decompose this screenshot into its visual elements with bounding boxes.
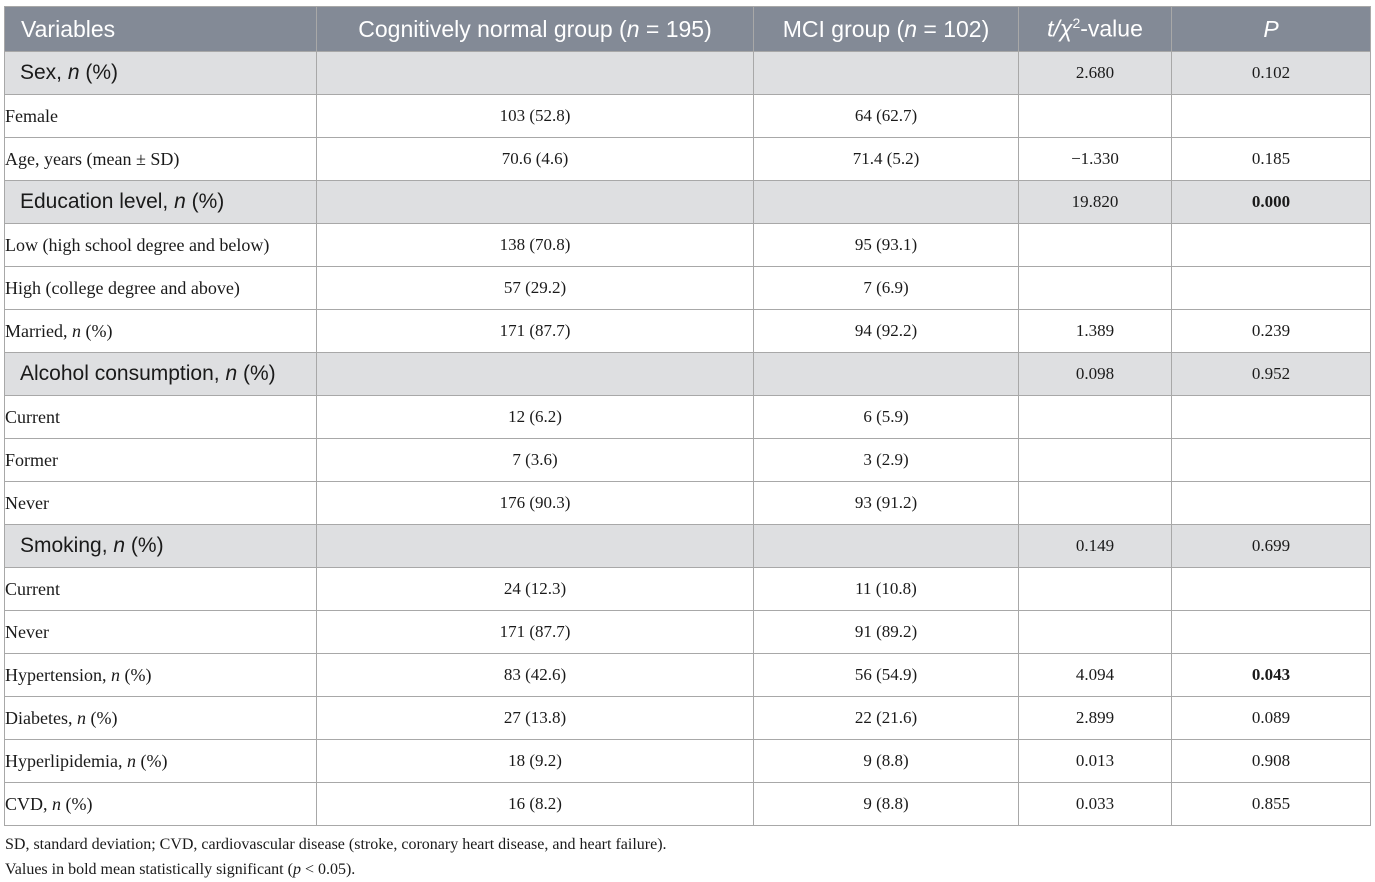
table-row (5, 740, 1371, 783)
cell-p-value: 0.699 (1172, 525, 1371, 568)
cell-statistic (1019, 439, 1172, 482)
cell-mci (754, 353, 1019, 396)
row-label: Education level, n (%) (5, 181, 317, 224)
row-label: Low (high school degree and below) (5, 224, 317, 267)
cell-cognitively-normal: 24 (12.3) (317, 568, 754, 611)
cell-p-value (1172, 267, 1371, 310)
cell-cognitively-normal: 57 (29.2) (317, 267, 754, 310)
footnote-abbreviations: SD, standard deviation; CVD, cardiovascular disease (stroke, coronary heart disease, and heart failure). (5, 836, 667, 853)
header-variables: Variables (5, 7, 317, 52)
cell-p-value (1172, 95, 1371, 138)
cell-mci: 91 (89.2) (754, 611, 1019, 654)
section-row (5, 353, 1371, 396)
cell-statistic: 0.149 (1019, 525, 1172, 568)
cell-statistic: 1.389 (1019, 310, 1172, 353)
cell-p-value: 0.952 (1172, 353, 1371, 396)
cell-statistic (1019, 224, 1172, 267)
cell-statistic: 2.899 (1019, 697, 1172, 740)
cell-p-value: 0.000 (1172, 181, 1371, 224)
cell-mci: 6 (5.9) (754, 396, 1019, 439)
cell-cognitively-normal: 138 (70.8) (317, 224, 754, 267)
row-label: Smoking, n (%) (5, 525, 317, 568)
table-row (5, 267, 1371, 310)
cell-statistic: 0.098 (1019, 353, 1172, 396)
cell-cognitively-normal: 171 (87.7) (317, 310, 754, 353)
table-row (5, 482, 1371, 525)
cell-p-value (1172, 396, 1371, 439)
cell-statistic: 4.094 (1019, 654, 1172, 697)
table-row (5, 138, 1371, 181)
characteristics-table (4, 6, 1371, 826)
table-row (5, 654, 1371, 697)
row-label: Sex, n (%) (5, 52, 317, 95)
row-label: CVD, n (%) (5, 783, 317, 826)
section-row (5, 52, 1371, 95)
row-label: Diabetes, n (%) (5, 697, 317, 740)
table-footnotes (4, 832, 1370, 882)
row-label: Hypertension, n (%) (5, 654, 317, 697)
cell-statistic (1019, 482, 1172, 525)
cell-p-value: 0.239 (1172, 310, 1371, 353)
cell-statistic (1019, 568, 1172, 611)
cell-p-value: 0.102 (1172, 52, 1371, 95)
cell-p-value: 0.185 (1172, 138, 1371, 181)
cell-p-value (1172, 568, 1371, 611)
table-row (5, 396, 1371, 439)
cell-cognitively-normal: 103 (52.8) (317, 95, 754, 138)
cell-mci: 56 (54.9) (754, 654, 1019, 697)
table-row (5, 783, 1371, 826)
cell-p-value: 0.043 (1172, 654, 1371, 697)
cell-mci: 95 (93.1) (754, 224, 1019, 267)
row-label: Female (5, 95, 317, 138)
cell-statistic: 0.013 (1019, 740, 1172, 783)
cell-mci: 11 (10.8) (754, 568, 1019, 611)
row-label: Former (5, 439, 317, 482)
header-cognitively-normal-group: Cognitively normal group (n = 195) (317, 7, 754, 52)
table-row (5, 310, 1371, 353)
table-body (5, 52, 1371, 826)
cell-p-value (1172, 482, 1371, 525)
cell-mci (754, 52, 1019, 95)
cell-p-value (1172, 439, 1371, 482)
cell-mci: 22 (21.6) (754, 697, 1019, 740)
section-row (5, 525, 1371, 568)
cell-cognitively-normal: 18 (9.2) (317, 740, 754, 783)
row-label: Never (5, 611, 317, 654)
cell-mci (754, 181, 1019, 224)
cell-p-value (1172, 224, 1371, 267)
cell-statistic (1019, 396, 1172, 439)
cell-mci: 9 (8.8) (754, 783, 1019, 826)
cell-mci: 94 (92.2) (754, 310, 1019, 353)
cell-statistic: −1.330 (1019, 138, 1172, 181)
row-label: Current (5, 568, 317, 611)
cell-cognitively-normal: 12 (6.2) (317, 396, 754, 439)
cell-cognitively-normal (317, 525, 754, 568)
cell-statistic: 19.820 (1019, 181, 1172, 224)
cell-cognitively-normal (317, 353, 754, 396)
cell-mci: 7 (6.9) (754, 267, 1019, 310)
row-label: Never (5, 482, 317, 525)
row-label: Hyperlipidemia, n (%) (5, 740, 317, 783)
cell-cognitively-normal: 176 (90.3) (317, 482, 754, 525)
footnote-significance: Values in bold mean statistically significant (p < 0.05). (5, 861, 356, 878)
row-label: Age, years (mean ± SD) (5, 138, 317, 181)
table-row (5, 611, 1371, 654)
cell-cognitively-normal: 27 (13.8) (317, 697, 754, 740)
table-row (5, 568, 1371, 611)
header-p-value: P (1172, 7, 1371, 52)
row-label: Married, n (%) (5, 310, 317, 353)
header-mci-group: MCI group (n = 102) (754, 7, 1019, 52)
cell-mci: 93 (91.2) (754, 482, 1019, 525)
table-row (5, 95, 1371, 138)
cell-p-value: 0.908 (1172, 740, 1371, 783)
table-header-row (5, 7, 1371, 52)
table-row (5, 439, 1371, 482)
cell-statistic (1019, 267, 1172, 310)
cell-statistic: 2.680 (1019, 52, 1172, 95)
cell-cognitively-normal: 16 (8.2) (317, 783, 754, 826)
row-label: High (college degree and above) (5, 267, 317, 310)
cell-cognitively-normal (317, 181, 754, 224)
header-statistic: $t/\chi^2$-value (1019, 7, 1172, 52)
cell-p-value (1172, 611, 1371, 654)
cell-cognitively-normal: 70.6 (4.6) (317, 138, 754, 181)
cell-mci: 3 (2.9) (754, 439, 1019, 482)
section-row (5, 181, 1371, 224)
table-page (4, 6, 1370, 882)
cell-mci (754, 525, 1019, 568)
cell-statistic (1019, 611, 1172, 654)
table-row (5, 224, 1371, 267)
cell-cognitively-normal: 7 (3.6) (317, 439, 754, 482)
cell-statistic (1019, 95, 1172, 138)
cell-mci: 71.4 (5.2) (754, 138, 1019, 181)
cell-mci: 64 (62.7) (754, 95, 1019, 138)
cell-p-value: 0.855 (1172, 783, 1371, 826)
table-row (5, 697, 1371, 740)
cell-mci: 9 (8.8) (754, 740, 1019, 783)
cell-cognitively-normal (317, 52, 754, 95)
cell-cognitively-normal: 83 (42.6) (317, 654, 754, 697)
cell-statistic: 0.033 (1019, 783, 1172, 826)
row-label: Current (5, 396, 317, 439)
row-label: Alcohol consumption, n (%) (5, 353, 317, 396)
cell-p-value: 0.089 (1172, 697, 1371, 740)
cell-cognitively-normal: 171 (87.7) (317, 611, 754, 654)
